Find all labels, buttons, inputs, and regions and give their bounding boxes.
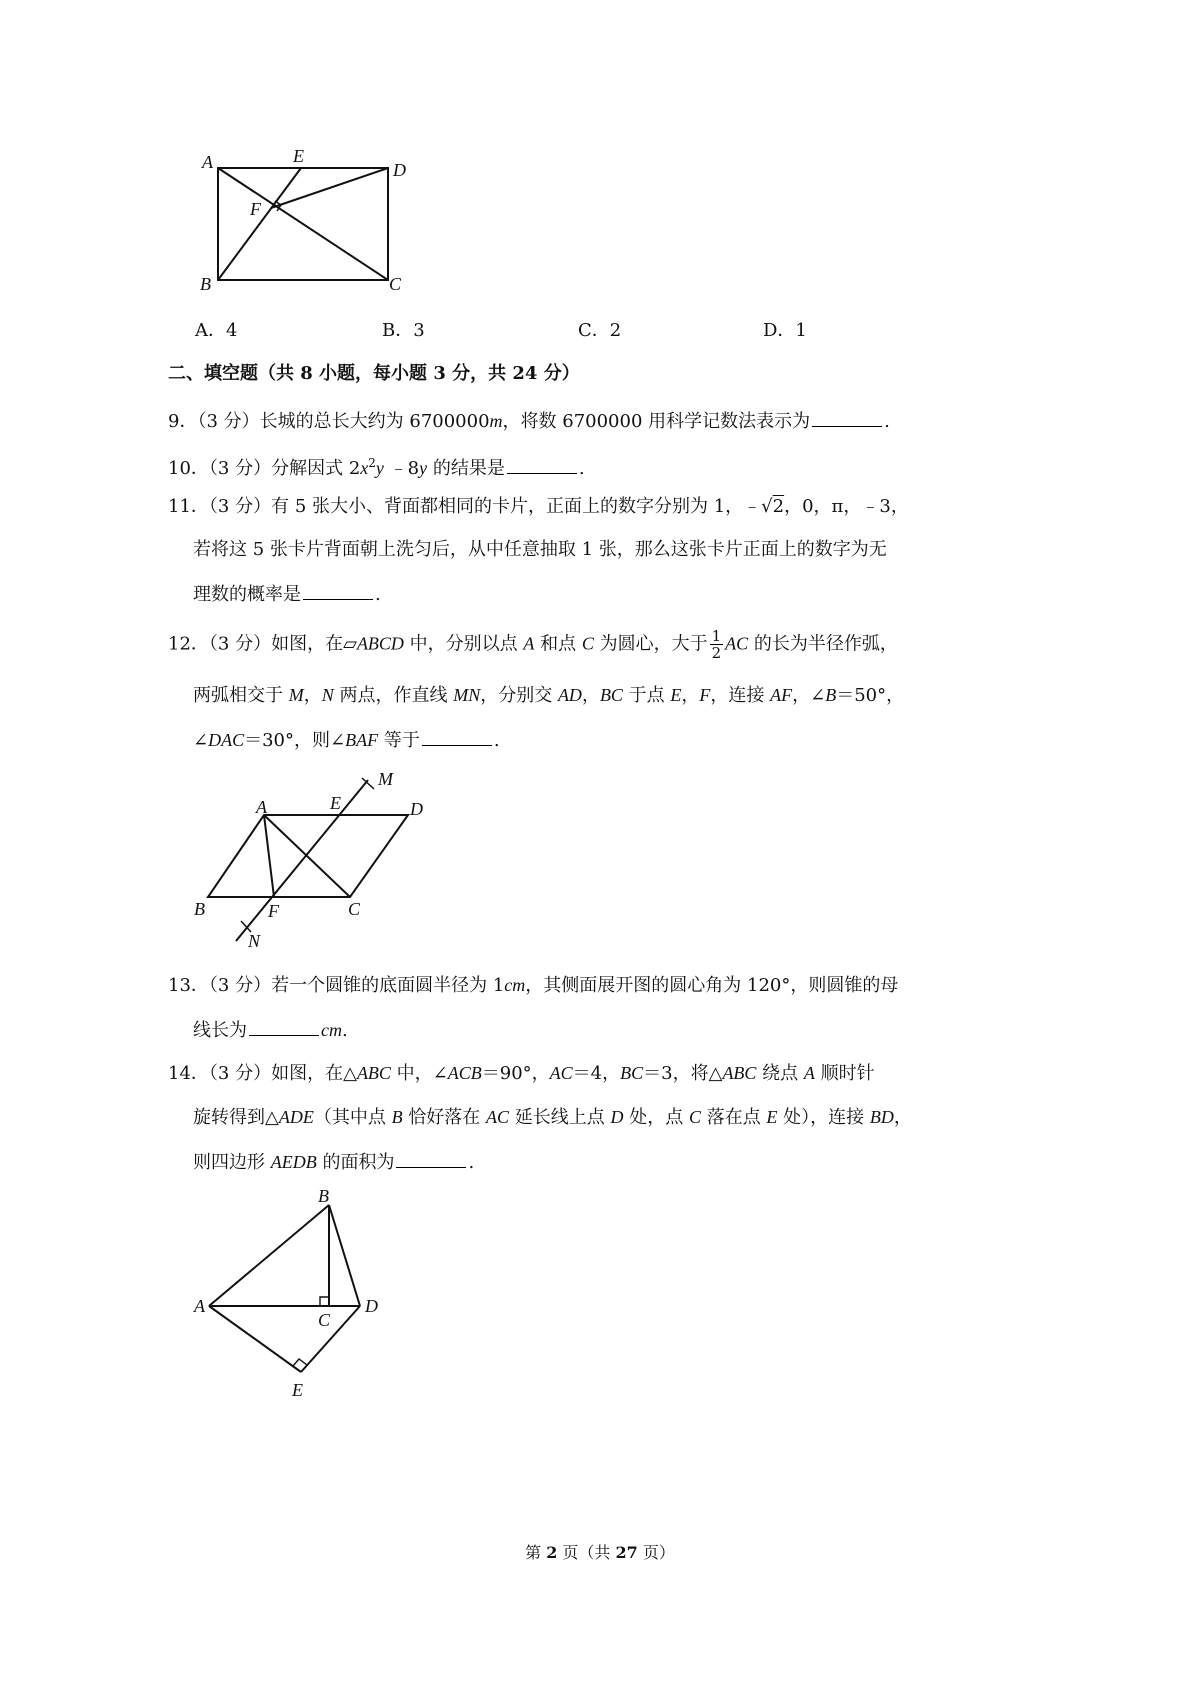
q12-points: （3 分）	[208, 633, 272, 655]
t: 顺时针	[814, 1063, 875, 1084]
label-n: N	[248, 931, 261, 951]
label-f: F	[250, 199, 261, 219]
q11-line1b: ，0，π，﹣3，	[784, 496, 909, 517]
q10-exponent: 2	[368, 456, 376, 470]
q12-abcd: ABCD	[356, 633, 404, 654]
q12-l1c: 和点	[534, 633, 582, 655]
q10-text-a: 分解因式 2	[271, 458, 361, 479]
label-a: A	[202, 152, 213, 172]
t: ，	[303, 685, 322, 706]
answer-blank[interactable]	[396, 1149, 466, 1168]
fraction-denominator: 2	[711, 644, 722, 662]
q14-end: .	[468, 1152, 475, 1173]
label-e: E	[330, 793, 341, 813]
q9-end: .	[884, 411, 890, 432]
question-14	[168, 1061, 875, 1086]
v: AC	[549, 1063, 573, 1083]
option-b: B．3	[382, 320, 425, 341]
q12-line3	[193, 727, 500, 753]
t: ，	[893, 1107, 912, 1128]
q10-number: 10．	[168, 458, 209, 479]
label-m: M	[378, 769, 393, 789]
t: ，其侧面展开图的圆心角为 120°，则圆锥的母	[525, 975, 899, 996]
v: B	[825, 685, 837, 705]
q9-text-b: ，将数 6700000 用科学记数法表示为	[502, 411, 811, 432]
q10-var-y2: y	[419, 458, 428, 478]
v: AD	[557, 685, 582, 705]
answer-blank[interactable]	[422, 727, 492, 746]
v: BC	[620, 1063, 644, 1083]
v: ACB	[447, 1063, 482, 1083]
rectangle-figure	[190, 140, 430, 300]
label-b: B	[200, 274, 211, 294]
q10-text-b: ﹣8	[383, 458, 420, 479]
option-a: A．4	[195, 320, 238, 341]
q12-a: A	[523, 633, 535, 654]
q12-l1b: 中，分别以点	[403, 633, 524, 655]
v: F	[699, 685, 711, 705]
v: MN	[453, 685, 481, 705]
t: ，	[681, 685, 700, 706]
footer-b: 页（共	[557, 1543, 616, 1562]
t: ，连接	[710, 685, 771, 706]
answer-blank[interactable]	[507, 455, 577, 474]
t: 如图，在△	[271, 1063, 357, 1084]
t: 旋转得到△	[193, 1107, 279, 1128]
q11-points: （3 分）	[208, 496, 272, 517]
q12-number: 12．	[168, 633, 209, 655]
label-d: D	[393, 160, 406, 180]
q10-var-y: y	[375, 458, 384, 478]
q13-number: 13．	[168, 975, 209, 996]
label-f: F	[268, 901, 279, 921]
v: E	[670, 685, 682, 705]
q12-l1d: 为圆心，大于	[593, 633, 708, 655]
v: BD	[869, 1107, 894, 1127]
question-9	[168, 408, 890, 434]
sqrt-symbol: √2	[761, 496, 785, 517]
t: ＝90°，	[481, 1063, 550, 1084]
q10-points: （3 分）	[208, 458, 272, 479]
v: BAF	[345, 730, 379, 750]
t: 等于	[378, 730, 420, 751]
q14-line2	[193, 1105, 912, 1130]
footer-c: 页）	[637, 1543, 675, 1562]
q10-end: .	[578, 458, 585, 479]
q10-var-x: x	[360, 458, 369, 478]
footer-page: 2	[546, 1543, 558, 1562]
q9-points: （3 分）	[197, 411, 260, 432]
label-e: E	[292, 1380, 303, 1400]
option-c: C．2	[578, 320, 622, 341]
v: C	[688, 1107, 701, 1127]
label-c: C	[348, 899, 361, 919]
q11-line3	[193, 581, 381, 607]
fraction-half	[710, 628, 724, 661]
triangle-figure	[190, 1180, 410, 1410]
question-10	[168, 451, 585, 481]
label-a: A	[256, 797, 267, 817]
t: ，分别交	[480, 685, 558, 706]
t: 恰好落在	[402, 1107, 487, 1128]
q12-l1a: 如图，在▱	[271, 633, 357, 655]
t: ＝3，将△	[643, 1063, 723, 1084]
q13-line2	[193, 1017, 348, 1043]
q11-line3-text: 理数的概率是	[193, 584, 301, 605]
parallelogram-figure	[190, 765, 440, 955]
v: cm	[504, 975, 526, 995]
question-11	[168, 495, 909, 519]
t: 处），连接	[777, 1107, 870, 1128]
v: AF	[770, 685, 793, 705]
v: cm	[321, 1020, 342, 1040]
t: 线长为	[193, 1020, 247, 1041]
fraction-numerator: 1	[711, 627, 722, 645]
option-d: D．1	[763, 320, 807, 341]
label-b: B	[318, 1186, 329, 1206]
v: N	[321, 685, 334, 705]
label-e: E	[293, 146, 304, 166]
question-13	[168, 973, 898, 998]
t: （其中点	[313, 1107, 392, 1128]
section-heading: 二、填空题（共 8 小题，每小题 3 分，共 24 分）	[168, 363, 580, 384]
v: A	[803, 1063, 815, 1083]
label-d: D	[365, 1296, 378, 1316]
q12-end: .	[493, 730, 500, 751]
q13-points: （3 分）	[208, 975, 272, 996]
t: 落在点	[700, 1107, 767, 1128]
v: D	[610, 1107, 624, 1127]
q11-line1a: 有 5 张大小、背面都相同的卡片，正面上的数字分别为 1，﹣	[271, 496, 762, 517]
q10-text-c: 的结果是	[427, 458, 505, 479]
label-d: D	[410, 799, 423, 819]
q11-end: .	[375, 584, 381, 605]
t: 处，点	[623, 1107, 689, 1128]
t: ＝50°，	[836, 685, 905, 706]
t: ∠	[193, 730, 209, 751]
q12-l1e: 的长为半径作弧，	[748, 633, 898, 655]
t: ，∠	[792, 685, 826, 706]
q13-end: .	[342, 1020, 348, 1041]
t: 若一个圆锥的底面圆半径为 1	[271, 975, 505, 996]
page-footer	[0, 1540, 1200, 1563]
t: ＝30°，则∠	[244, 730, 346, 751]
answer-blank[interactable]	[812, 408, 882, 427]
v: ADE	[278, 1107, 314, 1127]
t: 延长线上点	[509, 1107, 611, 1128]
question-12	[168, 628, 898, 661]
t: 的面积为	[316, 1152, 395, 1173]
label-c: C	[389, 274, 402, 294]
v: E	[766, 1107, 778, 1127]
label-b: B	[194, 899, 205, 919]
answer-blank[interactable]	[303, 581, 373, 600]
t: ，	[581, 685, 600, 706]
footer-a: 第	[525, 1543, 547, 1562]
v: M	[288, 685, 304, 705]
t: 于点	[622, 685, 671, 706]
v: AEDB	[270, 1152, 317, 1172]
q14-number: 14．	[168, 1063, 209, 1084]
sqrt-radicand: 2	[772, 496, 785, 517]
q12-c: C	[581, 633, 594, 654]
v: B	[391, 1107, 403, 1127]
q9-text-a: 长城的总长大约为 6700000	[259, 411, 490, 432]
footer-total: 27	[615, 1543, 638, 1562]
q11-number: 11．	[168, 496, 209, 517]
t: 则四边形	[193, 1152, 271, 1173]
t: 中，∠	[390, 1063, 448, 1084]
q12-ac: AC	[725, 633, 749, 654]
answer-blank[interactable]	[249, 1017, 319, 1036]
t: ＝4，	[572, 1063, 621, 1084]
t: 绕点	[756, 1063, 804, 1084]
v: ABC	[356, 1063, 391, 1083]
q11-line2: 若将这 5 张卡片背面朝上洗匀后，从中任意抽取 1 张，那么这张卡片正面上的数字为无	[193, 539, 887, 560]
q14-line3	[193, 1149, 474, 1175]
q14-points: （3 分）	[208, 1063, 272, 1084]
q9-unit: m	[489, 411, 503, 431]
v: DAC	[208, 730, 245, 750]
v: AC	[486, 1107, 510, 1127]
q9-number: 9．	[168, 411, 198, 432]
v: BC	[599, 685, 623, 705]
t: 两弧相交于	[193, 685, 289, 706]
t: 两点，作直线	[333, 685, 454, 706]
label-a: A	[194, 1296, 205, 1316]
v: ABC	[722, 1063, 757, 1083]
label-c: C	[318, 1310, 331, 1330]
q12-line2	[193, 683, 904, 708]
